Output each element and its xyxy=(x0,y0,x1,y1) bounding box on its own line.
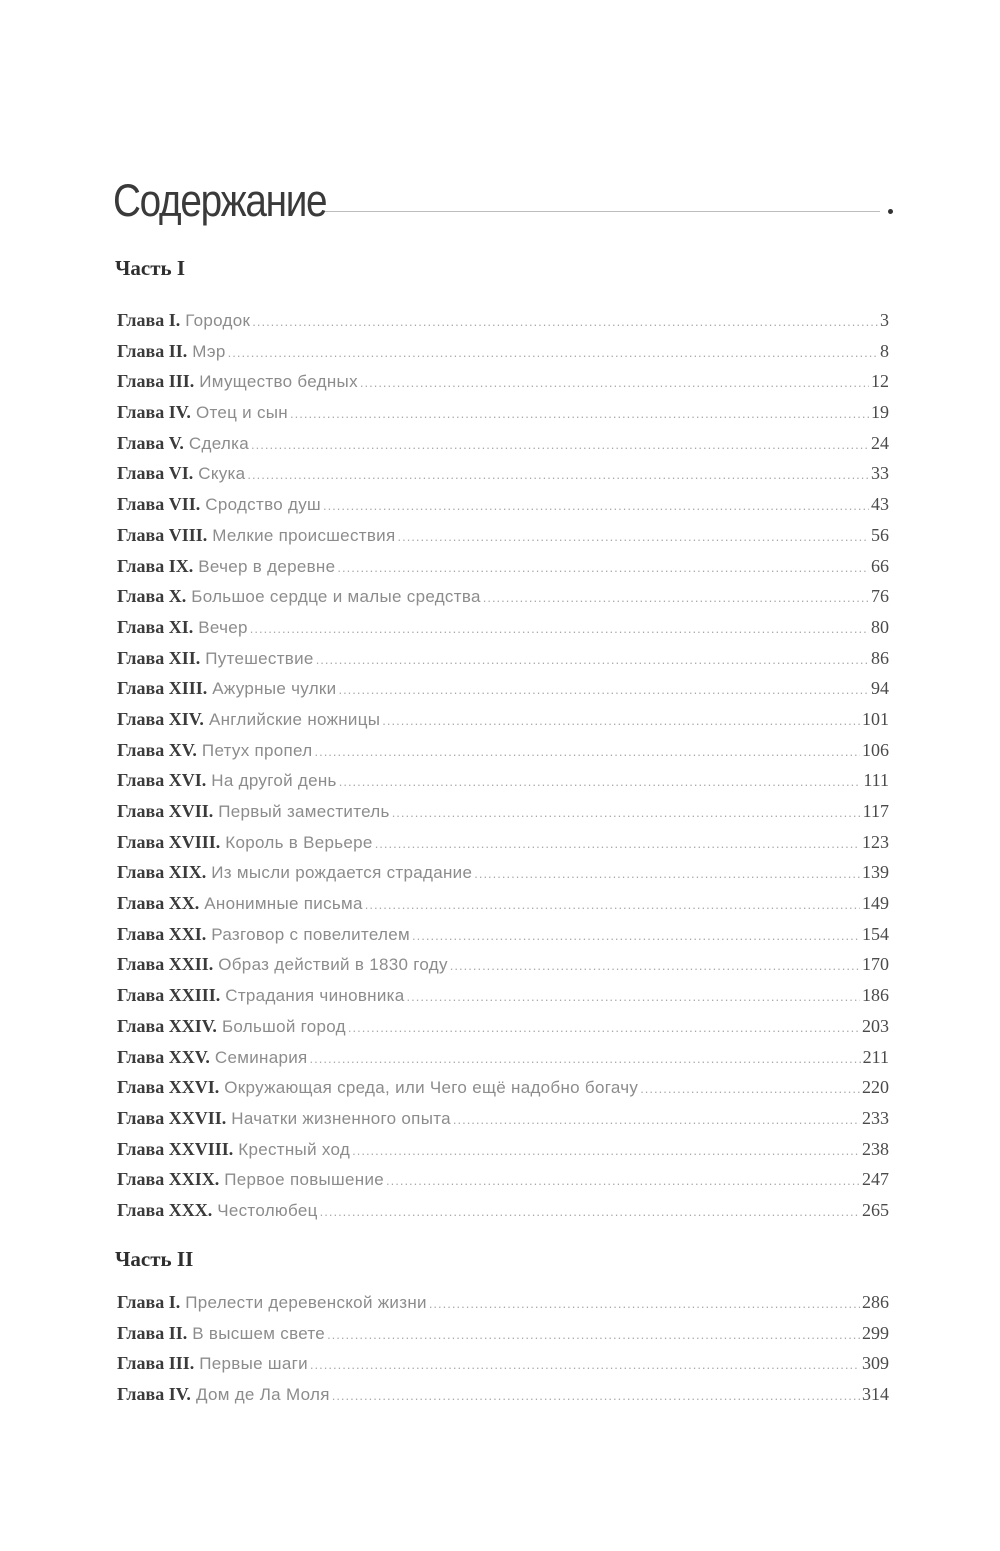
toc-entry[interactable] xyxy=(117,1384,889,1415)
toc-entry[interactable] xyxy=(117,648,889,679)
chapter-label: Глава XXIV. xyxy=(117,1015,217,1036)
chapter-label: Глава XXV. xyxy=(117,1046,210,1067)
page-number: 8 xyxy=(880,340,889,361)
page-number: 3 xyxy=(880,310,889,330)
toc-entry[interactable] xyxy=(117,1108,889,1139)
page-number: 117 xyxy=(862,801,889,821)
dot-leader xyxy=(339,774,862,789)
toc-entry[interactable] xyxy=(117,371,889,402)
dot-leader xyxy=(453,1112,860,1127)
toc-entry[interactable] xyxy=(117,494,889,525)
toc-entry[interactable] xyxy=(117,1353,889,1384)
chapter-label: Глава V. xyxy=(117,432,184,453)
chapter-label: Глава XVII. xyxy=(117,801,214,821)
page-number: 66 xyxy=(871,555,889,576)
chapter-label: Глава XXVIII. xyxy=(117,1138,234,1159)
page-number: 56 xyxy=(871,524,889,545)
chapter-label: Глава XIII. xyxy=(117,678,208,699)
page-title: Содержание xyxy=(113,175,327,226)
toc-entry[interactable] xyxy=(117,556,889,587)
toc-entry[interactable] xyxy=(117,832,889,863)
chapter-title: Первые шаги xyxy=(199,1354,308,1374)
chapter-title: Отец и сын xyxy=(195,403,288,423)
page-number: 149 xyxy=(862,893,889,914)
chapter-label: Глава XII. xyxy=(117,647,201,668)
dot-leader xyxy=(327,1327,860,1342)
toc-entry[interactable] xyxy=(117,740,889,771)
dot-leader xyxy=(360,375,869,390)
page-number: 309 xyxy=(862,1353,889,1374)
chapter-title: Первый заместитель xyxy=(218,802,390,821)
toc-entry[interactable] xyxy=(117,1323,889,1354)
dot-leader xyxy=(474,866,860,881)
dot-leader xyxy=(290,406,869,421)
chapter-title: Мэр xyxy=(192,341,226,361)
dot-leader xyxy=(323,498,869,513)
dot-leader xyxy=(412,928,860,943)
dot-leader xyxy=(483,590,869,605)
chapter-title: В высшем свете xyxy=(192,1323,326,1343)
page-number: 86 xyxy=(871,647,889,668)
chapter-title: Разговор с повелителем xyxy=(211,924,411,944)
page-number: 106 xyxy=(862,739,889,760)
part-heading: Часть I xyxy=(115,256,186,280)
page-number: 33 xyxy=(871,463,889,484)
dot-leader xyxy=(407,989,860,1004)
chapter-label: Глава IX. xyxy=(117,555,194,576)
page-number: 139 xyxy=(862,862,889,883)
chapter-title: Большое сердце и малые средства xyxy=(191,587,481,607)
toc-entry[interactable] xyxy=(117,586,889,617)
toc-entry[interactable] xyxy=(117,341,889,372)
chapter-title: Семинария xyxy=(214,1047,308,1067)
chapter-title: Страдания чиновника xyxy=(225,986,405,1006)
dot-leader xyxy=(348,1020,860,1035)
page-number: 238 xyxy=(862,1138,889,1159)
chapter-title: Вечер в деревне xyxy=(198,556,336,576)
dot-leader xyxy=(314,744,860,759)
chapter-title: На другой день xyxy=(211,771,337,791)
title-rule xyxy=(323,211,880,212)
chapter-title: Мелкие происшествия xyxy=(212,525,396,545)
page-number: 233 xyxy=(862,1107,889,1128)
chapter-label: Глава III. xyxy=(117,1353,195,1374)
toc-entry[interactable] xyxy=(117,1077,889,1108)
title-dot xyxy=(888,209,893,214)
dot-leader xyxy=(375,836,860,851)
chapter-title: Первое повышение xyxy=(224,1170,384,1190)
chapter-label: Глава X. xyxy=(117,586,187,607)
dot-leader xyxy=(252,314,878,329)
toc-entry[interactable] xyxy=(117,1169,889,1200)
chapter-title: Честолюбец xyxy=(217,1200,318,1220)
chapter-label: Глава XVIII. xyxy=(117,831,221,852)
chapter-label: Глава XIV. xyxy=(117,708,204,729)
toc-entry[interactable] xyxy=(117,402,889,433)
chapter-title: Ажурные чулки xyxy=(212,679,337,699)
chapter-title: Начатки жизненного опыта xyxy=(231,1108,451,1128)
dot-leader xyxy=(337,560,869,575)
chapter-label: Глава VII. xyxy=(117,494,201,515)
toc-part-2 xyxy=(117,1292,889,1415)
chapter-title: Сродство душ xyxy=(205,495,321,515)
dot-leader xyxy=(320,1204,860,1219)
chapter-title: Сделка xyxy=(188,433,249,453)
chapter-label: Глава XV. xyxy=(117,739,197,760)
page-number: 123 xyxy=(862,831,889,852)
part-heading: Часть II xyxy=(115,1247,194,1271)
page-number: 43 xyxy=(871,494,889,515)
page-number: 101 xyxy=(862,708,889,729)
page-number: 186 xyxy=(862,985,889,1006)
dot-leader xyxy=(310,1357,860,1372)
page-number: 24 xyxy=(871,432,889,453)
toc-entry[interactable] xyxy=(117,801,889,832)
dot-leader xyxy=(250,621,869,636)
chapter-title: Крестный ход xyxy=(238,1139,351,1159)
chapter-title: Имущество бедных xyxy=(199,372,358,392)
dot-leader xyxy=(332,1388,860,1403)
toc-entry[interactable] xyxy=(117,678,889,709)
page-number: 111 xyxy=(863,770,889,791)
dot-leader xyxy=(316,652,869,667)
toc-entry[interactable] xyxy=(117,525,889,556)
chapter-title: Английские ножницы xyxy=(208,709,381,729)
toc-entry[interactable] xyxy=(117,893,889,924)
dot-leader xyxy=(365,897,860,912)
chapter-title: Анонимные письма xyxy=(204,894,363,914)
chapter-label: Глава VI. xyxy=(117,463,194,484)
dot-leader xyxy=(247,467,869,482)
dot-leader xyxy=(392,805,861,820)
dot-leader xyxy=(640,1081,860,1096)
chapter-label: Глава XX. xyxy=(117,893,200,914)
toc-entry[interactable] xyxy=(117,954,889,985)
page-number: 314 xyxy=(862,1384,889,1405)
chapter-title: Скука xyxy=(198,464,246,484)
toc-entry[interactable] xyxy=(117,617,889,648)
page-number: 170 xyxy=(862,954,889,975)
toc-entry[interactable] xyxy=(117,770,889,801)
dot-leader xyxy=(310,1051,861,1066)
page-number: 94 xyxy=(871,678,889,699)
chapter-label: Глава XXIX. xyxy=(117,1169,220,1190)
chapter-label: Глава VIII. xyxy=(117,524,208,545)
chapter-title: Из мысли рождается страдание xyxy=(211,863,473,883)
dot-leader xyxy=(450,958,860,973)
chapter-label: Глава II. xyxy=(117,340,188,361)
chapter-label: Глава XIX. xyxy=(117,862,207,883)
chapter-label: Глава I. xyxy=(117,310,181,330)
page-number: 220 xyxy=(862,1077,889,1098)
toc-entry[interactable] xyxy=(117,924,889,955)
toc-entry[interactable] xyxy=(117,1139,889,1170)
chapter-title: Большой город xyxy=(221,1016,346,1036)
title-row xyxy=(113,163,893,226)
toc-entry[interactable] xyxy=(117,433,889,464)
chapter-label: Глава II. xyxy=(117,1322,188,1343)
toc-entry[interactable] xyxy=(117,709,889,740)
page-number: 203 xyxy=(862,1015,889,1036)
toc-entry[interactable] xyxy=(117,985,889,1016)
page-number: 211 xyxy=(862,1046,889,1067)
dot-leader xyxy=(386,1173,860,1188)
chapter-label: Глава III. xyxy=(117,371,195,392)
chapter-label: Глава XXIII. xyxy=(117,985,221,1006)
toc-part-1 xyxy=(117,310,889,1231)
dot-leader xyxy=(352,1143,860,1158)
page-number: 12 xyxy=(871,371,889,392)
dot-leader xyxy=(382,713,860,728)
chapter-label: Глава XXII. xyxy=(117,954,214,975)
page-number: 286 xyxy=(862,1292,889,1312)
page-number: 19 xyxy=(871,402,889,423)
page-number: 76 xyxy=(871,586,889,607)
toc-entry[interactable] xyxy=(117,310,889,341)
chapter-label: Глава XXI. xyxy=(117,923,207,944)
chapter-label: Глава XXX. xyxy=(117,1199,213,1220)
chapter-title: Прелести деревенской жизни xyxy=(185,1293,427,1312)
chapter-title: Городок xyxy=(185,311,251,330)
toc-entry[interactable] xyxy=(117,1292,889,1323)
chapter-label: Глава XVI. xyxy=(117,770,207,791)
chapter-label: Глава XXVII. xyxy=(117,1107,227,1128)
chapter-title: Образ действий в 1830 году xyxy=(218,955,448,975)
chapter-title: Путешествие xyxy=(205,648,314,668)
chapter-label: Глава IV. xyxy=(117,1384,191,1405)
chapter-label: Глава XI. xyxy=(117,616,194,637)
dot-leader xyxy=(429,1296,860,1311)
page-number: 154 xyxy=(862,923,889,944)
dot-leader xyxy=(251,437,869,452)
page-number: 299 xyxy=(862,1322,889,1343)
dot-leader xyxy=(397,529,869,544)
toc-entry[interactable] xyxy=(117,862,889,893)
page-number: 265 xyxy=(862,1199,889,1220)
toc-entry[interactable] xyxy=(117,1047,889,1078)
page-number: 247 xyxy=(862,1169,889,1190)
chapter-title: Дом де Ла Моля xyxy=(195,1385,330,1405)
chapter-title: Король в Верьере xyxy=(225,832,373,852)
dot-leader xyxy=(228,345,878,360)
toc-entry[interactable] xyxy=(117,1016,889,1047)
toc-entry[interactable] xyxy=(117,1200,889,1231)
chapter-title: Петух пропел xyxy=(201,740,313,760)
dot-leader xyxy=(338,682,869,697)
toc-entry[interactable] xyxy=(117,463,889,494)
chapter-title: Окружающая среда, или Чего ещё надобно богачу xyxy=(224,1078,639,1098)
chapter-label: Глава XXVI. xyxy=(117,1077,220,1098)
chapter-label: Глава I. xyxy=(117,1292,181,1312)
page-number: 80 xyxy=(871,616,889,637)
chapter-label: Глава IV. xyxy=(117,402,191,423)
chapter-title: Вечер xyxy=(198,617,248,637)
